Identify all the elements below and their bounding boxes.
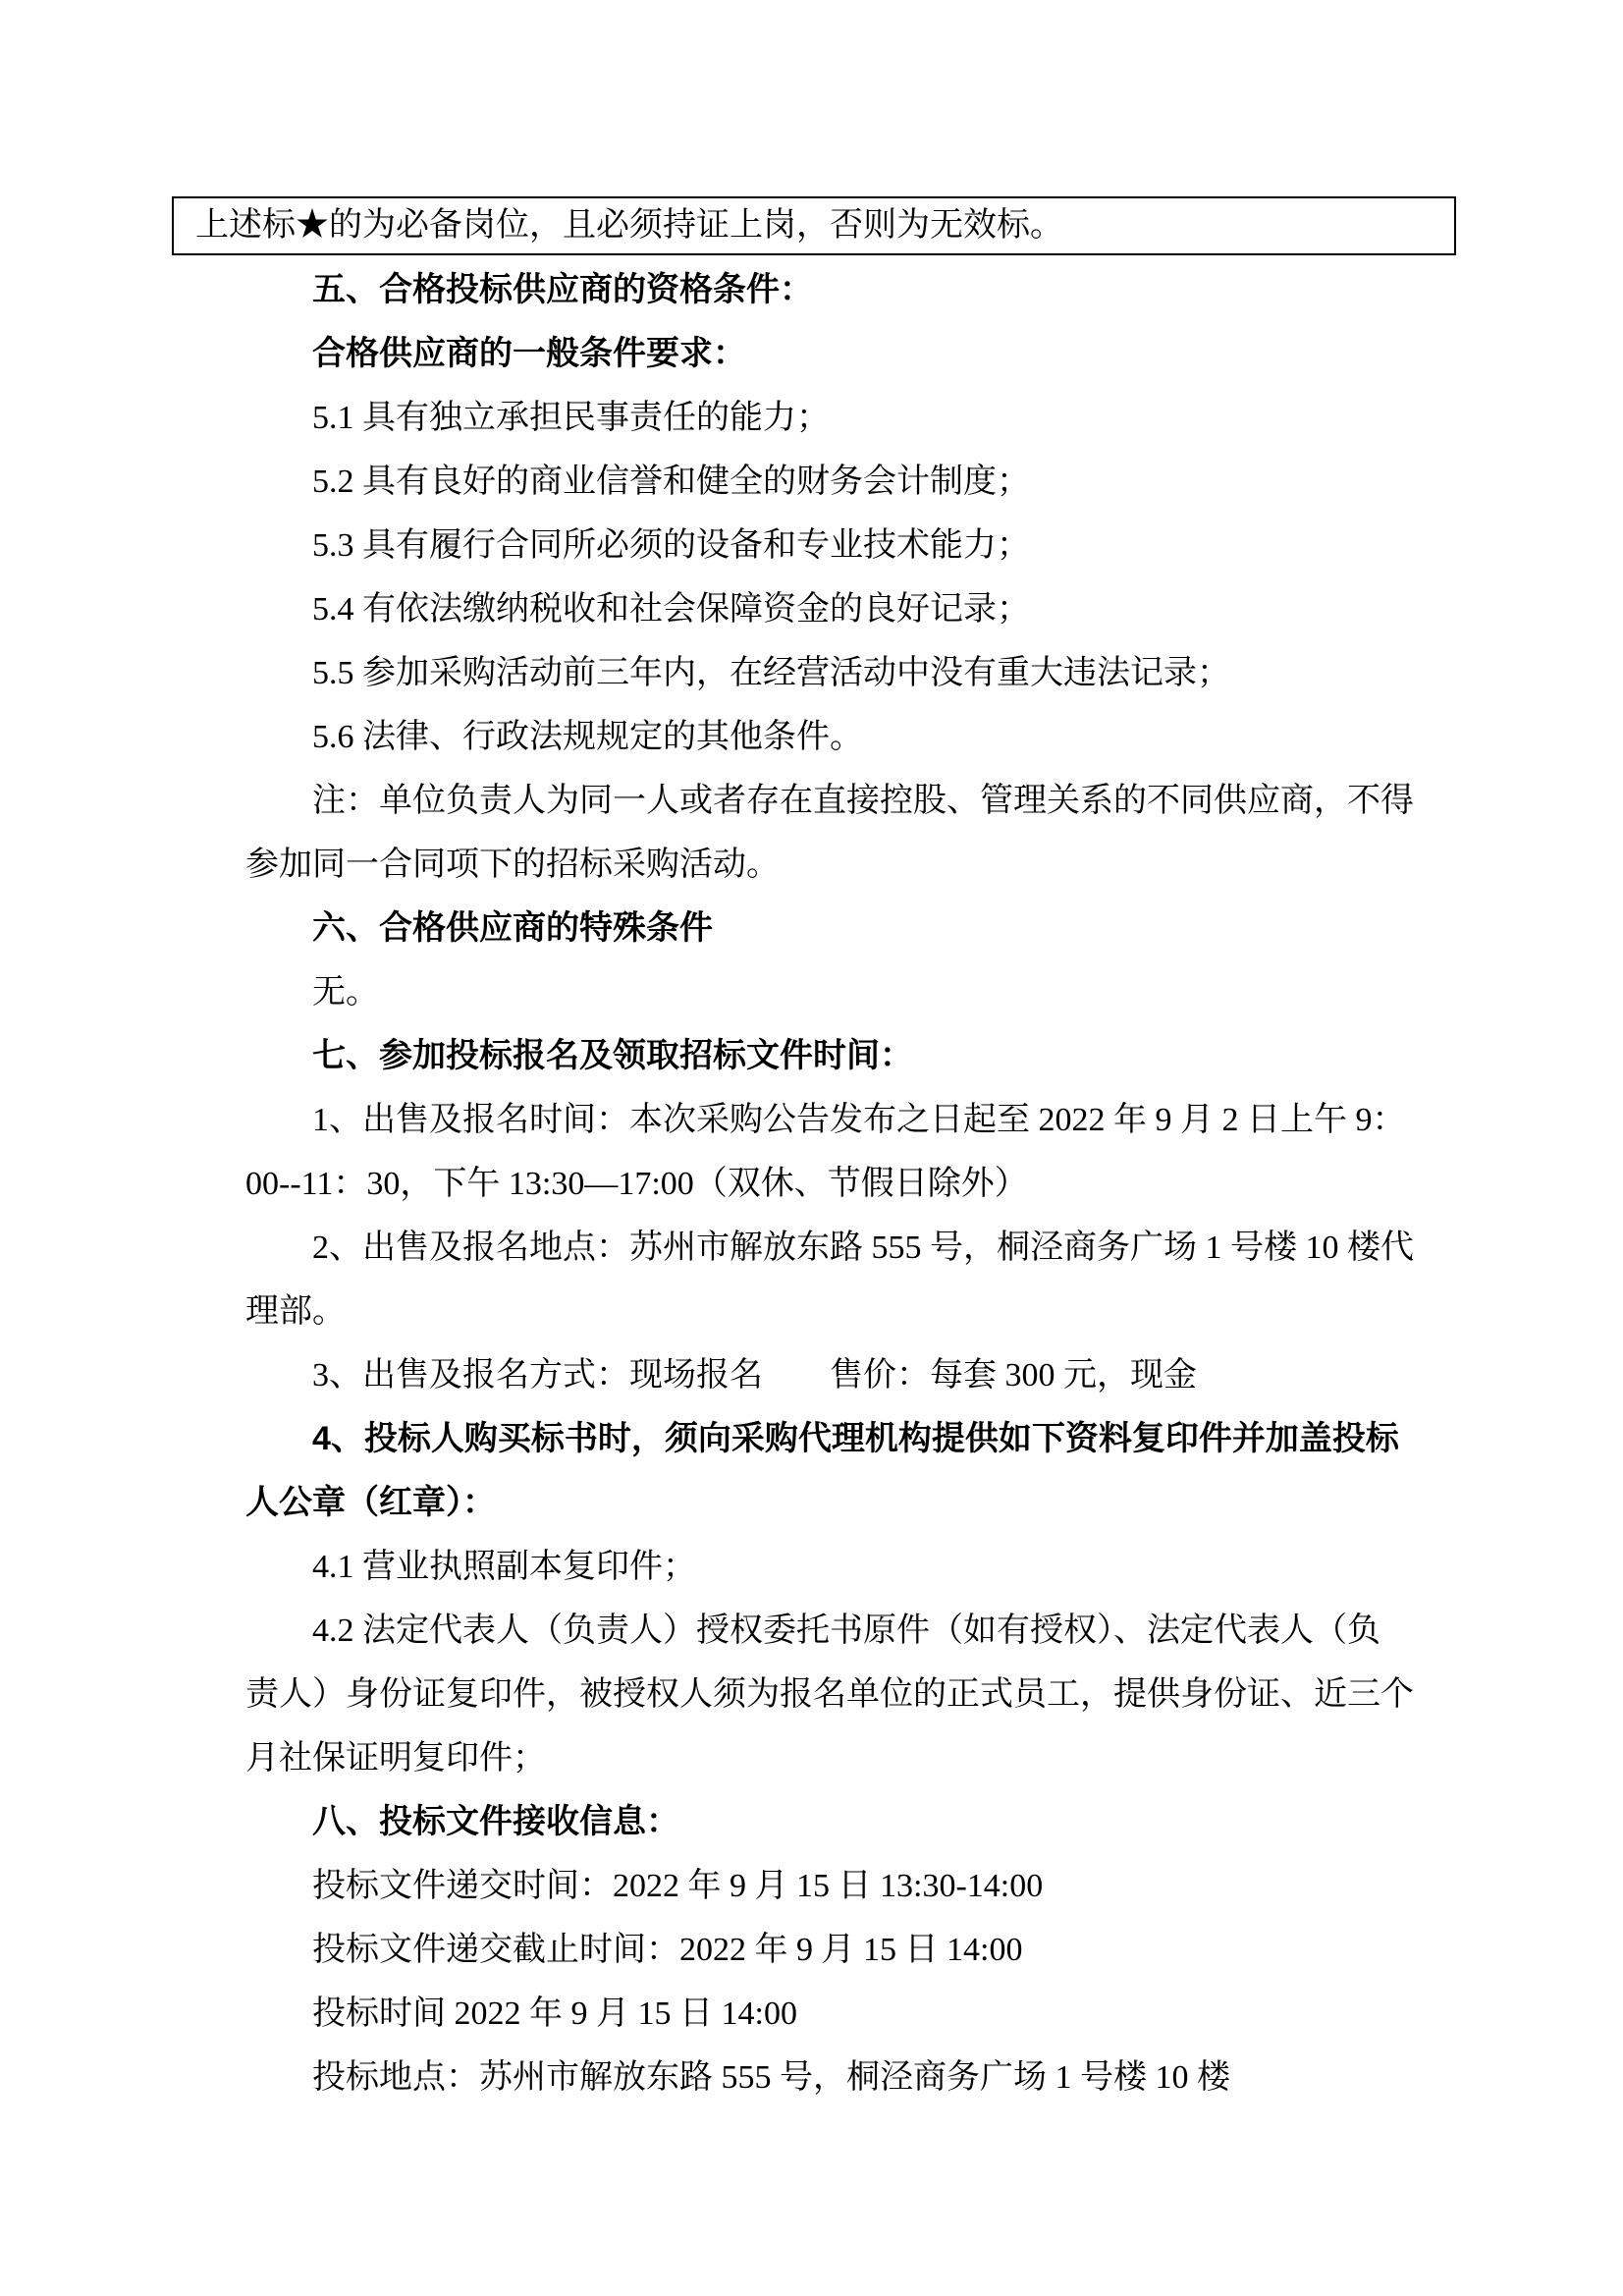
item-5-2: 5.2 具有良好的商业信誉和健全的财务会计制度； — [312, 464, 1030, 500]
section-5-heading: 五、合格投标供应商的资格条件： — [312, 271, 813, 308]
note-line-2: 参加同一合同项下的招标采购活动。 — [245, 847, 780, 883]
note-line-1: 注：单位负责人为同一人或者存在直接控股、管理关系的不同供应商，不得 — [312, 783, 1414, 819]
submission-time: 投标文件递交时间：2022 年 9 月 15 日 13:30-14:00 — [312, 1868, 1044, 1904]
general-conditions-heading: 合格供应商的一般条件要求： — [312, 335, 746, 372]
item-4-2-line-1: 4.2 法定代表人（负责人）授权委托书原件（如有授权）、法定代表人（负 — [312, 1613, 1380, 1649]
item-7-3: 3、出售及报名方式：现场报名 售价：每套 300 元，现金 — [312, 1357, 1197, 1394]
item-7-4-line-1: 4、投标人购买标书时，须向采购代理机构提供如下资料复印件并加盖投标 — [312, 1420, 1399, 1457]
item-4-2-line-2: 责人）身份证复印件，被授权人须为报名单位的正式员工，提供身份证、近三个 — [245, 1676, 1414, 1713]
item-5-6: 5.6 法律、行政法规规定的其他条件。 — [312, 719, 863, 755]
section-6-content: 无。 — [312, 974, 379, 1011]
item-7-1-line-2: 00--11：30，下午 13:30—17:00（双休、节假日除外） — [245, 1166, 1028, 1202]
section-7-heading: 七、参加投标报名及领取招标文件时间： — [312, 1037, 913, 1074]
section-8-heading: 八、投标文件接收信息： — [312, 1803, 679, 1840]
item-5-1: 5.1 具有独立承担民事责任的能力； — [312, 400, 830, 436]
notice-box — [172, 196, 1456, 255]
item-5-4: 5.4 有依法缴纳税收和社会保障资金的良好记录； — [312, 591, 1030, 628]
item-7-2-line-1: 2、出售及报名地点：苏州市解放东路 555 号，桐泾商务广场 1 号楼 10 楼代 — [312, 1230, 1414, 1266]
bid-time: 投标时间 2022 年 9 月 15 日 14:00 — [312, 1995, 797, 2032]
submission-deadline: 投标文件递交截止时间：2022 年 9 月 15 日 14:00 — [312, 1932, 1023, 1968]
item-7-4-line-2: 人公章（红章）： — [245, 1484, 496, 1521]
document-body — [245, 258, 1455, 2109]
item-5-5: 5.5 参加采购活动前三年内，在经营活动中没有重大违法记录； — [312, 655, 1230, 691]
bid-location: 投标地点：苏州市解放东路 555 号，桐泾商务广场 1 号楼 10 楼 — [312, 2059, 1230, 2096]
section-6-heading: 六、合格供应商的特殊条件 — [312, 909, 713, 947]
item-5-3: 5.3 具有履行合同所必须的设备和专业技术能力； — [312, 527, 1030, 564]
item-7-2-line-2: 理部。 — [245, 1293, 346, 1330]
notice-text: 上述标★的为必备岗位，且必须持证上岗，否则为无效标。 — [195, 207, 1063, 244]
item-4-1: 4.1 营业执照副本复印件； — [312, 1549, 696, 1585]
item-4-2-line-3: 月社保证明复印件； — [245, 1740, 546, 1777]
item-7-1-line-1: 1、出售及报名时间：本次采购公告发布之日起至 2022 年 9 月 2 日上午 9： — [312, 1102, 1406, 1138]
